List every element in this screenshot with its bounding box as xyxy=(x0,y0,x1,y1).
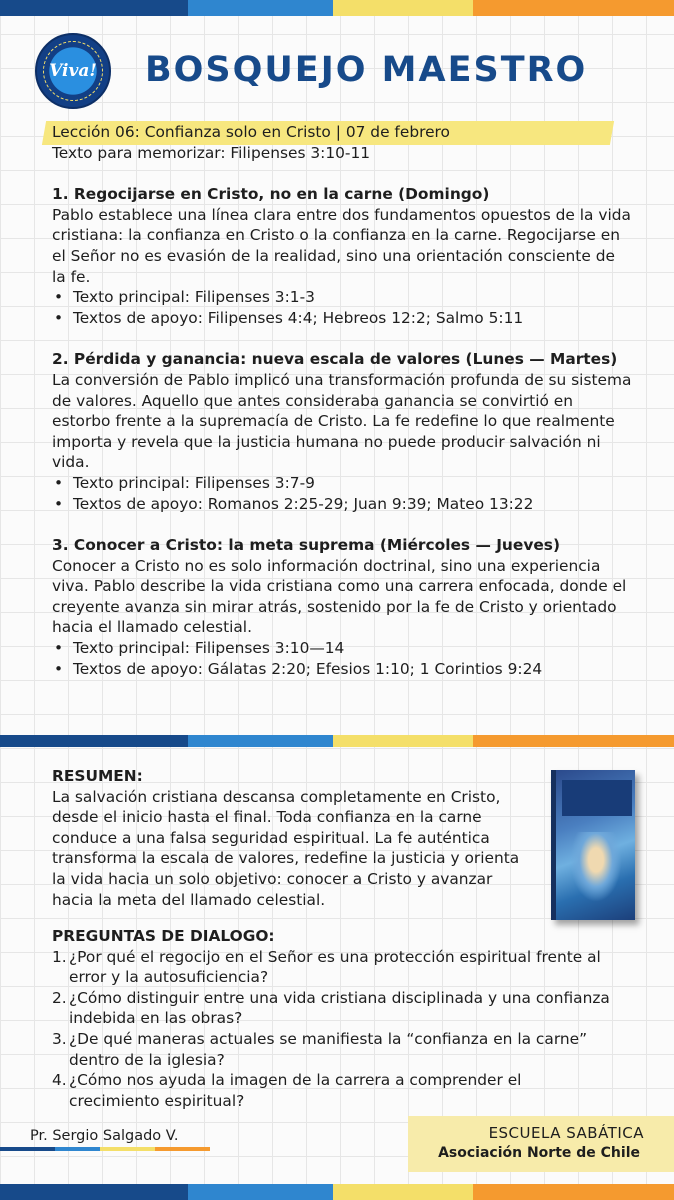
section-heading: 2. Pérdida y ganancia: nueva escala de valores (Lunes — Martes) xyxy=(52,350,618,369)
author-name: Pr. Sergio Salgado V. xyxy=(30,1128,179,1144)
outline-content xyxy=(52,122,632,679)
section-body: Pablo establece una línea clara entre dos fundamentos opuestos de la vida cristiana: la confianza en Cristo o la confianza en la carne. Regocijarse en el Señor no es evasión de la realidad, sino una orientación consciente de la fe. xyxy=(52,205,631,286)
main-text-item: • Texto principal: Filipenses 3:1-3 xyxy=(52,287,632,308)
support-texts-item: • Textos de apoyo: Filipenses 4:4; Hebreos 12:2; Salmo 5:11 xyxy=(52,308,632,329)
footer-school: ESCUELA SABÁTICA xyxy=(488,1124,644,1142)
logo-wordmark: Viva! xyxy=(49,61,97,81)
section-heading: 1. Regocijarse en Cristo, no en la carne (Domingo) xyxy=(52,185,490,204)
bottom-color-band xyxy=(0,1184,674,1200)
author-color-bar xyxy=(0,1147,210,1151)
lesson-book-cover-icon xyxy=(551,770,635,920)
footer-box xyxy=(408,1116,674,1172)
section-2 xyxy=(52,349,632,514)
top-color-band xyxy=(0,0,674,16)
section-1 xyxy=(52,184,632,328)
section-body: Conocer a Cristo no es solo información doctrinal, sino una experiencia viva. Pablo describe la vida cristiana como una carrera enfocada, donde el creyente avanza sin mirar atrás, sostenido por la fe de Cristo y orientado hacia el llamado celestial. xyxy=(52,556,627,637)
question-item: 4. ¿Cómo nos ayuda la imagen de la carrera a comprender el crecimiento espiritual? xyxy=(52,1071,522,1110)
support-texts-item: • Textos de apoyo: Gálatas 2:20; Efesios 1:10; 1 Corintios 9:24 xyxy=(52,659,632,680)
middle-color-band xyxy=(0,735,674,747)
footer-org: Asociación Norte de Chile xyxy=(438,1145,640,1161)
main-text-item: • Texto principal: Filipenses 3:10—14 xyxy=(52,638,632,659)
support-texts-item: • Textos de apoyo: Romanos 2:25-29; Juan 9:39; Mateo 13:22 xyxy=(52,494,632,515)
escuela-sabatica-logo-icon xyxy=(35,33,111,109)
question-item: 1. ¿Por qué el regocijo en el Señor es una protección espiritual frente al error y la autosuficiencia? xyxy=(52,947,601,987)
lesson-line: Lección 06: Confianza solo en Cristo | 07 de febrero xyxy=(52,123,450,141)
section-body: La conversión de Pablo implicó una transformación profunda de su sistema de valores. Aquello que antes consideraba ganancia se convirtió en estorbo frente a la supremacía de Cristo. La fe redefine lo que realmente importa y revela que la justicia humana no puede producir salvación ni vida. xyxy=(52,370,632,472)
memory-verse: Texto para memorizar: Filipenses 3:10-11 xyxy=(52,143,371,162)
questions-heading: PREGUNTAS DE DIALOGO: xyxy=(52,927,275,945)
section-3 xyxy=(52,535,632,679)
question-item: 2. ¿Cómo distinguir entre una vida cristiana disciplinada y una confianza indebida en las obras? xyxy=(52,988,610,1028)
summary-heading: RESUMEN: xyxy=(52,767,143,785)
summary-body: La salvación cristiana descansa completamente en Cristo, desde el inicio hasta el final. Toda confianza en la carne conduce a una falsa seguridad espiritual. La fe auténtica transforma la escala de valores, redefine la justicia y orienta la vida hacia un solo objetivo: conocer a Cristo y avanzar hacia la meta del llamado celestial. xyxy=(52,787,520,909)
summary-block xyxy=(52,766,522,910)
section-heading: 3. Conocer a Cristo: la meta suprema (Miércoles — Jueves) xyxy=(52,536,560,555)
questions-block xyxy=(52,926,612,1111)
page-title: BOSQUEJO MAESTRO xyxy=(145,50,588,90)
question-item: 3. ¿De qué maneras actuales se manifiesta la “confianza en la carne” dentro de la iglesia? xyxy=(52,1029,588,1069)
main-text-item: • Texto principal: Filipenses 3:7-9 xyxy=(52,473,632,494)
